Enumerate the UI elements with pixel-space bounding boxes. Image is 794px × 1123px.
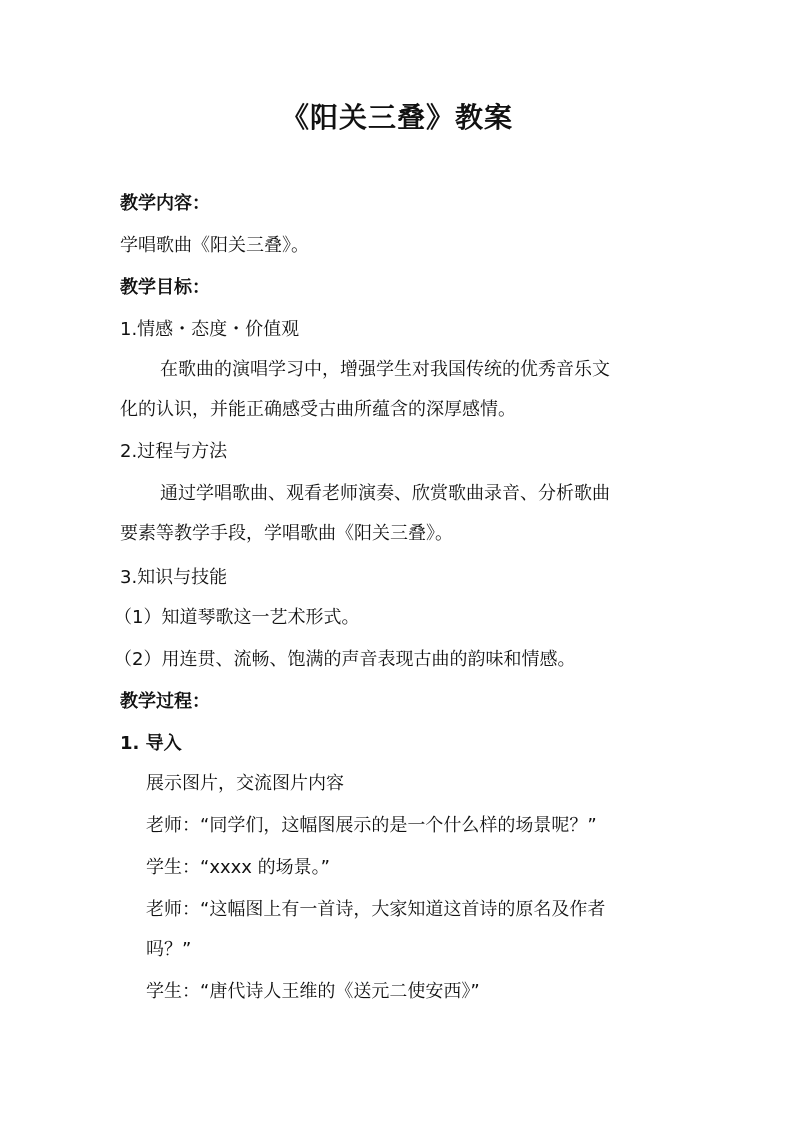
- process-heading: 教学过程：: [120, 691, 210, 712]
- goal3-item2: （2）用连贯、流畅、饱满的声音表现古曲的韵味和情感。: [114, 649, 576, 670]
- step1-heading: 1. 导入: [120, 733, 182, 754]
- goal3-heading: 3.知识与技能: [120, 567, 228, 588]
- step1-line: 学生：“唐代诗人王维的《送元二使安西》”: [146, 981, 480, 1002]
- document-title: 《阳关三叠》教案: [280, 101, 513, 134]
- step1-line: 老师：“同学们，这幅图展示的是一个什么样的场景呢？”: [146, 815, 597, 836]
- goal1-paragraph-line1: 在歌曲的演唱学习中，增强学生对我国传统的优秀音乐文: [160, 359, 610, 380]
- content-heading: 教学内容：: [120, 193, 210, 214]
- goal3-item1: （1）知道琴歌这一艺术形式。: [114, 607, 360, 628]
- step1-line: 老师：“这幅图上有一首诗，大家知道这首诗的原名及作者: [146, 899, 606, 920]
- content-text: 学唱歌曲《阳关三叠》。: [120, 235, 309, 256]
- goal1-paragraph-line2: 化的认识，并能正确感受古曲所蕴含的深厚感情。: [120, 399, 516, 420]
- goal2-paragraph-line2: 要素等教学手段，学唱歌曲《阳关三叠》。: [120, 523, 453, 544]
- step1-line: 展示图片，交流图片内容: [146, 773, 344, 794]
- goal2-heading: 2.过程与方法: [120, 441, 228, 462]
- goal2-paragraph-line1: 通过学唱歌曲、观看老师演奏、欣赏歌曲录音、分析歌曲: [160, 483, 610, 504]
- goals-heading: 教学目标：: [120, 277, 210, 298]
- step1-line: 学生：“xxxx 的场景。”: [146, 857, 330, 878]
- step1-line: 吗？”: [146, 939, 192, 960]
- goal1-heading: 1.情感・态度・价值观: [120, 319, 300, 340]
